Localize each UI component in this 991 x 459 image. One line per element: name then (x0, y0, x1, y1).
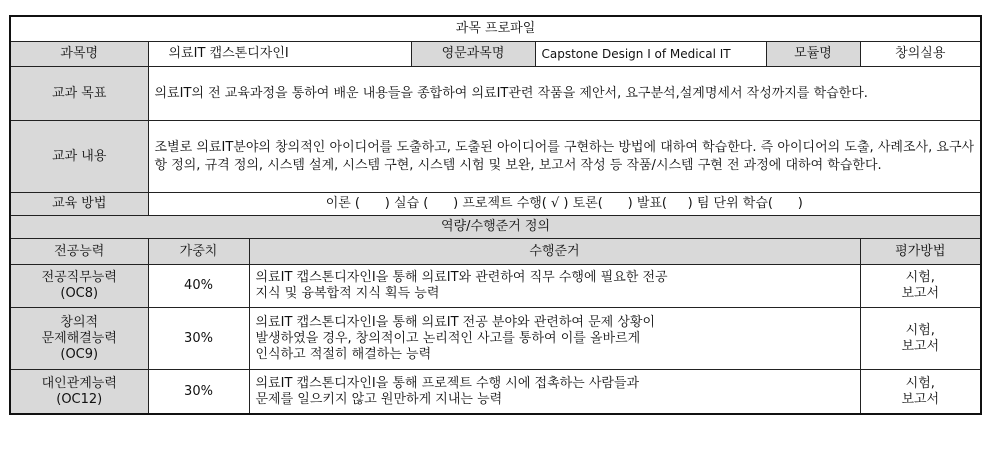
criteria-cell: 의료IT 캡스톤디자인Ⅰ을 통해 프로젝트 수행 시에 접촉하는 사람들과 문제를 일으키지 않고 원만하게 지내는 능력 (249, 370, 860, 415)
course-name-label: 과목명 (10, 42, 148, 67)
weight-cell: 40% (148, 265, 249, 308)
module-value: 창의실용 (860, 42, 981, 67)
evaluation-cell: 시험, 보고서 (860, 370, 981, 415)
header-weight: 가중치 (148, 239, 249, 265)
profile-title: 과목 프로파일 (10, 16, 981, 42)
method-text: 이론 ( ) 실습 ( ) 프로젝트 수행( √ ) 토론( ) 발표( ) 팀 단위 학습( ) (148, 193, 981, 216)
weight-cell: 30% (148, 370, 249, 415)
course-profile-table (9, 15, 982, 415)
course-name-value: 의료IT 캡스톤디자인Ⅰ (148, 42, 411, 67)
header-evaluation: 평가방법 (860, 239, 981, 265)
content-label: 교과 내용 (10, 121, 148, 193)
table-row (10, 308, 981, 370)
course-profile-document (9, 15, 980, 415)
goal-text: 의료IT의 전 교육과정을 통하여 배운 내용들을 종합하여 의료IT관련 작품을 제안서, 요구분석,설계명세서 작성까지를 학습한다. (148, 67, 981, 121)
content-text: 조별로 의료IT분야의 창의적인 아이디어를 도출하고, 도출된 아이디어를 구현하는 방법에 대하여 학습한다. 즉 아이디어의 도출, 사례조사, 요구사항 정의, 규격 정의, 시스템 설계, 시스템 구현, 시스템 시험 및 보완, 보고서 작성 등 작품/시스템 구현 전 과정에 대하여 학습한다. (148, 121, 981, 193)
ability-cell: 전공직무능력 (OC8) (10, 265, 148, 308)
english-name-value: Capstone Design I of Medical IT (535, 42, 766, 67)
ability-cell: 창의적 문제해결능력 (OC9) (10, 308, 148, 370)
evaluation-cell: 시험, 보고서 (860, 308, 981, 370)
table-row (10, 265, 981, 308)
ability-cell: 대인관계능력 (OC12) (10, 370, 148, 415)
english-name-label: 영문과목명 (411, 42, 535, 67)
goal-label: 교과 목표 (10, 67, 148, 121)
weight-cell: 30% (148, 308, 249, 370)
criteria-cell: 의료IT 캡스톤디자인Ⅰ을 통해 의료IT 전공 분야와 관련하여 문제 상황이 발생하였을 경우, 창의적이고 논리적인 사고를 통하여 이를 올바르게 인식하고 적절히 해결하는 능력 (249, 308, 860, 370)
method-label: 교육 방법 (10, 193, 148, 216)
criteria-cell: 의료IT 캡스톤디자인Ⅰ을 통해 의료IT와 관련하여 직무 수행에 필요한 전공 지식 및 융복합적 지식 획득 능력 (249, 265, 860, 308)
header-ability: 전공능력 (10, 239, 148, 265)
header-criteria: 수행준거 (249, 239, 860, 265)
evaluation-cell: 시험, 보고서 (860, 265, 981, 308)
module-label: 모듈명 (766, 42, 860, 67)
table-row (10, 370, 981, 415)
competency-title: 역량/수행준거 정의 (10, 216, 981, 239)
